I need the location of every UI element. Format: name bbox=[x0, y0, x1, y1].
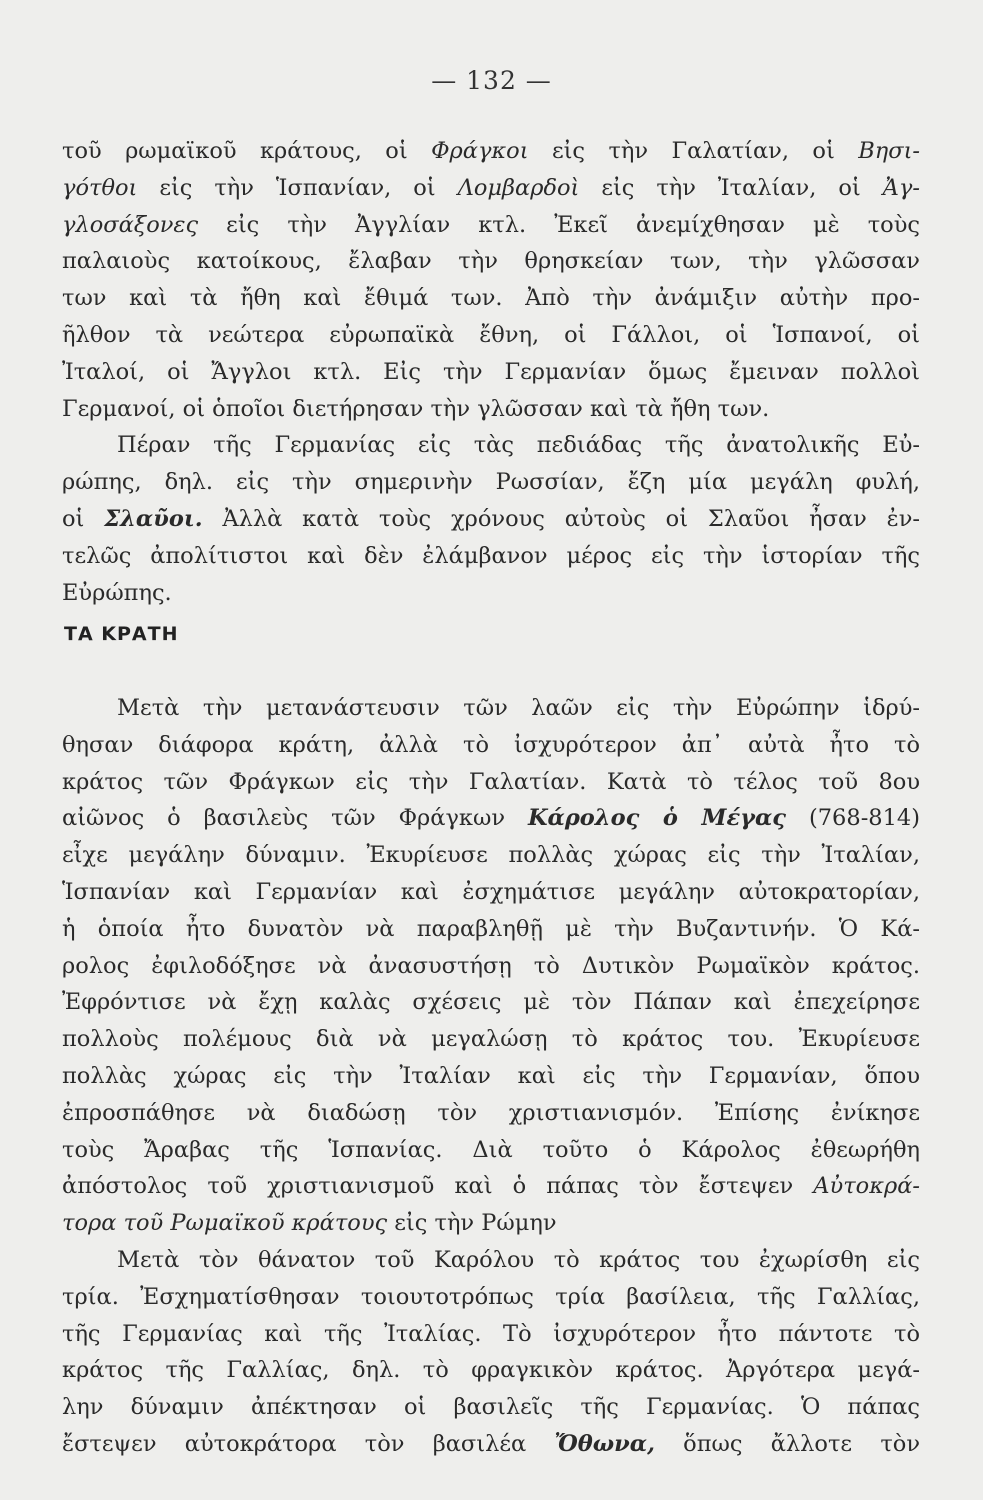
text-segment: Ἀλλὰ κατὰ τοὺς χρόνους αὐτοὺς οἱ Σλαῦοι ἦσαν ἐν- bbox=[202, 505, 920, 532]
text-segment: τελῶς ἀπολίτιστοι καὶ δὲν ἐλάμβανον μέρος εἰς τὴν ἱστορίαν τῆς bbox=[62, 542, 920, 569]
text-segment: πολλοὺς πολέμους διὰ νὰ μεγαλώσῃ τὸ κράτος του. Ἐκυρίευσε bbox=[62, 1026, 920, 1053]
text-segment: λην δύναμιν ἀπέκτησαν οἱ βασιλεῖς τῆς Γερμανίας. Ὁ πάπας bbox=[62, 1394, 920, 1421]
text-line bbox=[62, 1132, 920, 1169]
text-segment: Εὐρώπης. bbox=[62, 579, 172, 606]
text-segment: εἰς τὴν Γαλατίαν, οἱ bbox=[528, 138, 859, 164]
text-line bbox=[62, 837, 920, 874]
text-line bbox=[62, 575, 920, 612]
paragraph-frankish-settlement bbox=[62, 133, 920, 611]
text-segment: Ἐφρόντισε νὰ ἔχῃ καλὰς σχέσεις μὲ τὸν Πάπαν καὶ ἐπεχείρησε bbox=[62, 989, 920, 1016]
text-line bbox=[62, 1095, 920, 1132]
text-segment: τῆς Γερμανίας καὶ τῆς Ἰταλίας. Τὸ ἰσχυρότερον ἦτο πάντοτε τὸ bbox=[62, 1320, 920, 1347]
text-segment: τοῦ ρωμαϊκοῦ κράτους, οἱ bbox=[62, 138, 432, 164]
text-segment: Μετὰ τὴν μετανάστευσιν τῶν λαῶν εἰς τὴν Εὐρώπην ἱδρύ- bbox=[117, 695, 920, 721]
text-segment: οἱ bbox=[62, 505, 105, 532]
text-segment: ἡ ὁποία ἦτο δυνατὸν νὰ παραβληθῇ μὲ τὴν Βυζαντινήν. Ὁ Κά- bbox=[62, 915, 920, 942]
emphasized-term: τορα τοῦ Ρωμαϊκοῦ κράτους bbox=[62, 1210, 388, 1237]
text-line bbox=[62, 170, 920, 207]
emphasized-term: Αὐτοκρά- bbox=[813, 1173, 920, 1200]
text-segment: πολλὰς χώρας εἰς τὴν Ἰταλίαν καὶ εἰς τὴν Γερμανίαν, ὅπου bbox=[62, 1062, 920, 1089]
emphasized-term: Ἀγ- bbox=[882, 174, 920, 201]
text-segment: αἰῶνος ὁ βασιλεὺς τῶν Φράγκων bbox=[62, 805, 528, 832]
text-line bbox=[62, 911, 920, 948]
text-segment: τρία. Ἐσχηματίσθησαν τοιουτοτρόπως τρία βασίλεια, τῆς Γαλλίας, bbox=[62, 1283, 920, 1310]
text-segment: (768-814) bbox=[786, 805, 920, 832]
emphasized-term: Ὄθωνα, bbox=[554, 1430, 655, 1457]
text-line bbox=[62, 874, 920, 911]
text-line bbox=[62, 317, 920, 354]
text-segment: κράτος τῶν Φράγκων εἰς τὴν Γαλατίαν. Κατὰ τὸ τέλος τοῦ 8ου bbox=[62, 768, 920, 795]
text-line bbox=[62, 727, 920, 764]
text-segment: παλαιοὺς κατοίκους, ἔλαβαν τὴν θρησκείαν των, τὴν γλῶσσαν bbox=[62, 248, 920, 275]
text-segment: ἐπροσπάθησε νὰ διαδώσῃ τὸν χριστιανισμόν. Ἐπίσης ἐνίκησε bbox=[62, 1099, 920, 1126]
text-segment: εἰς τὴν Ἀγγλίαν κτλ. Ἐκεῖ ἀνεμίχθησαν μὲ τοὺς bbox=[198, 211, 920, 238]
text-line bbox=[62, 501, 920, 538]
text-line bbox=[62, 391, 920, 428]
text-segment: Πέραν τῆς Γερμανίας εἰς τὰς πεδιάδας τῆς ἀνατολικῆς Εὐ- bbox=[117, 432, 920, 459]
text-segment: εἰς τὴν Ρώμην bbox=[387, 1210, 557, 1237]
text-line bbox=[62, 1279, 920, 1316]
text-line bbox=[62, 1021, 920, 1058]
emphasized-term: Φράγκοι bbox=[431, 138, 529, 164]
paragraph-the-states bbox=[62, 690, 920, 1463]
emphasized-term: Κάρολος ὁ Μέγας bbox=[527, 805, 787, 832]
text-segment: ἔστεψεν αὐτοκράτορα τὸν βασιλέα bbox=[62, 1430, 555, 1457]
text-segment: των καὶ τὰ ἤθη καὶ ἔθιμά των. Ἀπὸ τὴν ἀνάμιξιν αὐτὴν προ- bbox=[62, 285, 920, 312]
text-segment: θησαν διάφορα κράτη, ἀλλὰ τὸ ἰσχυρότερον ἀπ᾽ αὐτὰ ἦτο τὸ bbox=[62, 731, 920, 758]
emphasized-term: γότθοι bbox=[62, 174, 138, 201]
text-line bbox=[62, 1242, 920, 1279]
emphasized-term: Σλαῦοι. bbox=[104, 505, 203, 532]
text-segment: εἶχε μεγάλην δύναμιν. Ἐκυρίευσε πολλὰς χώρας εἰς τὴν Ἰταλίαν, bbox=[62, 842, 920, 869]
text-line bbox=[62, 243, 920, 280]
text-line bbox=[62, 1058, 920, 1095]
text-segment: ἀπόστολος τοῦ χριστιανισμοῦ καὶ ὁ πάπας τὸν ἔστεψεν bbox=[62, 1173, 814, 1200]
text-line bbox=[62, 984, 920, 1021]
text-segment: Ἱσπανίαν καὶ Γερμανίαν καὶ ἐσχημάτισε μεγάλην αὐτοκρατορίαν, bbox=[62, 878, 920, 905]
text-line bbox=[62, 948, 920, 985]
emphasized-term: γλοσάξονες bbox=[62, 211, 199, 238]
page-number: — 132 — bbox=[431, 66, 552, 95]
emphasized-term: Βησι- bbox=[858, 138, 920, 164]
text-segment: Γερμανοί, οἱ ὁποῖοι διετήρησαν τὴν γλῶσσαν καὶ τὰ ἤθη των. bbox=[62, 395, 770, 422]
text-line bbox=[62, 1352, 920, 1389]
text-line bbox=[62, 1316, 920, 1353]
text-segment: Μετὰ τὸν θάνατον τοῦ Καρόλου τὸ κράτος του ἐχωρίσθη εἰς bbox=[117, 1246, 920, 1273]
text-line bbox=[62, 690, 920, 727]
text-line bbox=[62, 764, 920, 801]
section-heading: ΤΑ ΚΡΑΤΗ bbox=[64, 623, 179, 645]
text-line bbox=[62, 354, 920, 391]
text-segment: ρολος ἐφιλοδόξησε νὰ ἀνασυστήσῃ τὸ Δυτικὸν Ρωμαϊκὸν κράτος. bbox=[62, 952, 920, 979]
text-line bbox=[62, 800, 920, 837]
text-line bbox=[62, 1426, 920, 1463]
text-segment: τοὺς Ἄραβας τῆς Ἱσπανίας. Διὰ τοῦτο ὁ Κάρολος ἐθεωρήθη bbox=[62, 1136, 920, 1163]
emphasized-term: Λομβαρδοὶ bbox=[457, 174, 580, 201]
text-line bbox=[62, 464, 920, 501]
text-line bbox=[62, 133, 920, 170]
text-segment: εἰς τὴν Ἰταλίαν, οἱ bbox=[579, 174, 883, 201]
text-segment: ῆλθον τὰ νεώτερα εὐρωπαϊκὰ ἔθνη, οἱ Γάλλοι, οἱ Ἱσπανοί, οἱ bbox=[62, 321, 920, 348]
text-segment: ὅπως ἄλλοτε τὸν bbox=[654, 1430, 920, 1457]
text-line bbox=[62, 427, 920, 464]
text-line bbox=[62, 207, 920, 244]
text-line bbox=[62, 1168, 920, 1205]
text-segment: εἰς τὴν Ἱσπανίαν, οἱ bbox=[137, 174, 458, 201]
text-segment: κράτος τῆς Γαλλίας, δηλ. τὸ φραγκικὸν κράτος. Ἀργότερα μεγά- bbox=[62, 1357, 920, 1384]
text-segment: ρώπης, δηλ. εἰς τὴν σημερινὴν Ρωσσίαν, ἔζη μία μεγάλη φυλή, bbox=[62, 469, 920, 496]
text-segment: Ἰταλοί, οἱ Ἄγγλοι κτλ. Εἰς τὴν Γερμανίαν ὅμως ἔμειναν πολλοὶ bbox=[62, 358, 920, 385]
text-line bbox=[62, 280, 920, 317]
text-line bbox=[62, 538, 920, 575]
text-line bbox=[62, 1205, 920, 1242]
text-line bbox=[62, 1389, 920, 1426]
